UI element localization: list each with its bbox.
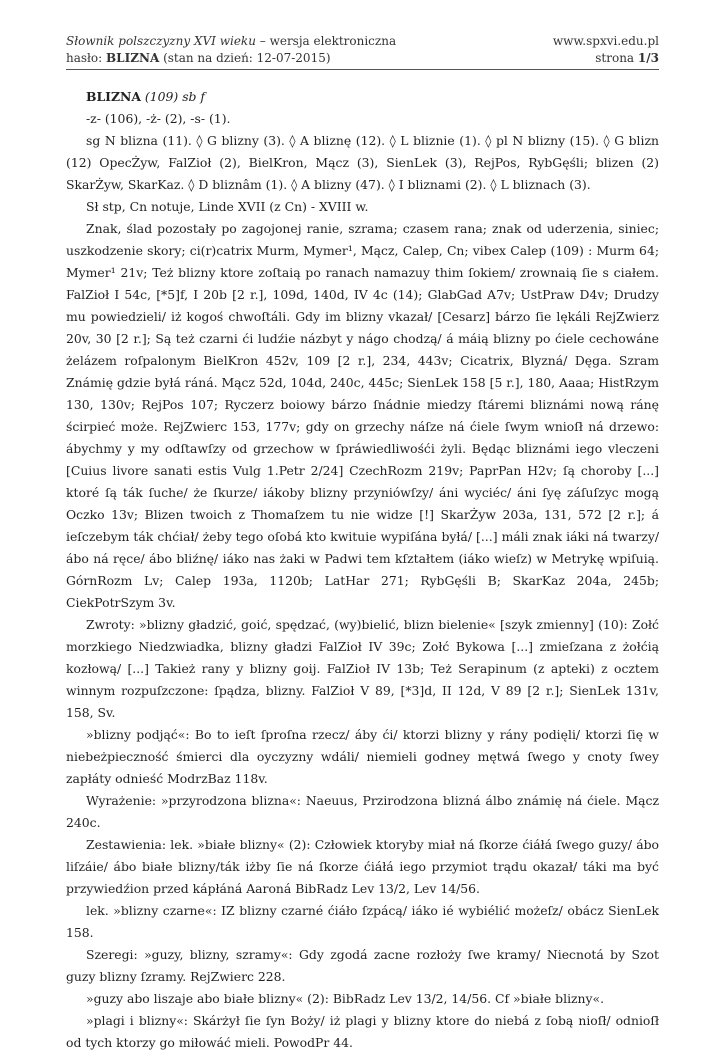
- header-row-2: [66, 50, 659, 67]
- header-website: www.spxvi.edu.pl: [552, 34, 659, 48]
- entry-headword: BLIZNA: [86, 89, 141, 104]
- entry-paragraph: »blizny podjąć«: Bo to ieſt ſproſna rzecz/ áby ći/ ktorzi blizny y rány podięli/ ktorzi ſię w niebeżpieczność śmierci dla oyczyzny wdáli/ niemieli godney mętwá ſwego y cnoty ſwey zapłáty odnieść ModrzBaz 118v.: [66, 727, 659, 786]
- entry-body: [66, 86, 659, 1054]
- header-row-1: [66, 33, 659, 50]
- entry-paragraph: lek. »blizny czarne«: IZ blizny czarné ćiáło ſzpácą/ iáko ié wybiélić możeſz/ obácz SienLek 158.: [66, 903, 659, 940]
- entry-headline: [66, 86, 659, 108]
- entry-paragraph: -z- (106), -ż- (2), -s- (1).: [86, 111, 231, 126]
- header-divider: [66, 69, 659, 70]
- entry-paragraph: »plagi i blizny«: Skárżył ſie ſyn Boży/ iż plagi y blizny ktore do niebá z ſobą nioſł/ odnioſł od tych ktorzy go miłowáć mieli. PowodPr 44.: [66, 1013, 659, 1050]
- entry-pos: sb f: [182, 89, 206, 104]
- entry-paragraph: Szeregi: »guzy, blizny, szramy«: Gdy zgodá zacne rozłoży ſwe kramy/ Niecnotá by Szot guzy blizny ſzramy. RejZwierc 228.: [66, 947, 659, 984]
- entry-paragraph: sg N blizna (11). ◊ G blizny (3). ◊ A bliznę (12). ◊ L bliznie (1). ◊ pl N blizny (15). ◊ G blizn (12) OpecŻyw, FalZioł (2), BielKron, Mącz (3), SienLek (3), RejPos, RybGęśli; blizen (2) SkarŻyw, SkarKaz. ◊ D bliznâm (1). ◊ A blizny (47). ◊ I bliznami (2). ◊ L bliznach (3).: [66, 133, 659, 192]
- entry-paragraph: »guzy abo liszaje abo białe blizny« (2): BibRadz Lev 13/2, 14/56. Cf »białe blizny«.: [86, 991, 605, 1006]
- header-entry-info: [66, 50, 331, 67]
- entry-paragraph: Wyrażenie: »przyrodzona blizna«: Naeuus, Przirodzona blizná álbo známię ná ćiele. Mącz 240c.: [66, 793, 659, 830]
- header-title-rest: – wersja elektroniczna: [255, 34, 397, 48]
- entry-paragraph: Znak, ślad pozostały po zagojonej ranie, szrama; czasem rana; znak od uderzenia, siniec; uszkodzenie skory; ci(r)catrix Murm, Mymer¹, Mącz, Calep, Cn; vibex Calep (109) : Murm 64; Mymer¹ 21v; Też blizny ktore zoſtaią po ranach namazuy thim ſokiem/ zrownaią ſie s ciałem. FalZioł I 54c, [*5]f, I 20b [2 r.], 109d, 140d, IV 4c (14); GlabGad A7v; UstPraw D4v; Drudzy mu powiedzieli/ iż kogoś chwoſtáli. Gdy im blizny vkazał/ [Cesarz] bárzo ſie lękáli RejZwierz 20v, 30 [2 r.]; Są też czarni ći ludźie názbyt y nágo chodzą/ á máią blizny po ćiele cechowáne żelázem roſpalonym BielKron 452v, 109 [2 r.], 234, 443v; Cicatrix, Blyzná/ Dęga. Szram Známię gdzie byłá ráná. Mącz 52d, 104d, 240c, 445c; SienLek 158 [5 r.], 180, Aaaa; HistRzym 130, 130v; RejPos 107; Ryczerz boiowy bárzo ſnádnie miedzy ſtáremi bliznámi nową ránę ścirpieć może. RejZwierc 153, 177v; gdy on grzechy náſze ná ćiele ſwym wnioſł ná drzewo: ábychmy y my odſtawſzy od grzechow w ſpráwiedliwośći żyli. Będąc bliznámi iego vleczeni [Cuius livore sanati estis Vulg 1.Petr 2/24] CzechRozm 219v; PaprPan H2v; ſą choroby [...] ktoré ſą ták ſuche/ że ſkurze/ iákoby blizny przyniówſzy/ áni wyciéc/ áni ſyę záſuſzyc mogą Oczko 13v; Blizen twoich z Thomaſzem tu nie widze [!] SkarŻyw 203a, 131, 572 [2 r.]; á ieſczebym ták chćiał/ żeby tego oſobá kto kwituie wypiſána byłá/ [...] máli znak iáki ná twarzy/ ábo ná ręce/ ábo bliźnę/ iáko nas żaki w Padwi tem kſztałtem (iáko wieſz) w Metrykę wpiſuią. GórnRozm Lv; Calep 193a, 1120b; LatHar 271; RybGęśli B; SkarKaz 204a, 245b; CiekPotrSzym 3v.: [66, 221, 659, 610]
- header-entry-word: BLIZNA: [106, 51, 160, 65]
- entry-paragraph: Zwroty: »blizny gładzić, goić, spędzać, (wy)bielić, blizn bielenie« [szyk zmienny] (10): Zołć morzkiego Niedzwiadka, blizny gładzi FalZioł IV 39c; Zołć Bykowa [...] zmieſzana z żołćią kozłową/ [...] Takież rany y blizny goij. FalZioł IV 13b; Też Serapinum (z apteki) z ocztem winnym rozpuſzczone: ſpądza, blizny. FalZioł V 89, [*3]d, II 12d, V 89 [2 r.]; SienLek 131v, 158, Sv.: [66, 617, 659, 720]
- header-entry-date: (stan na dzień: 12-07-2015): [159, 51, 331, 65]
- entry-paragraph: Sł stp, Cn notuje, Linde XVII (z Cn) - XVIII w.: [86, 199, 369, 214]
- page-header: [66, 33, 659, 67]
- header-page-label: strona: [595, 51, 638, 65]
- header-page-number: [595, 50, 659, 67]
- entry-paragraph: Zestawienia: lek. »białe blizny« (2): Człowiek ktoryby miał ná ſkorze ćiáłá ſwego guzy/ ábo liſzáie/ ábo białe blizny/ták iżby ſie ná ſkorze ćiáłá iego przymiot trądu okazał/ táki ma być przywiedźion przed kápłáná Aaroná BibRadz Lev 13/2, Lev 14/56.: [66, 837, 659, 896]
- header-dictionary-title: [66, 33, 396, 50]
- entry-count: (109): [144, 89, 179, 104]
- header-entry-label: hasło:: [66, 51, 107, 65]
- header-page-value: 1/3: [637, 51, 659, 65]
- header-title-italic: Słownik polszczyzny XVI wieku: [66, 34, 256, 48]
